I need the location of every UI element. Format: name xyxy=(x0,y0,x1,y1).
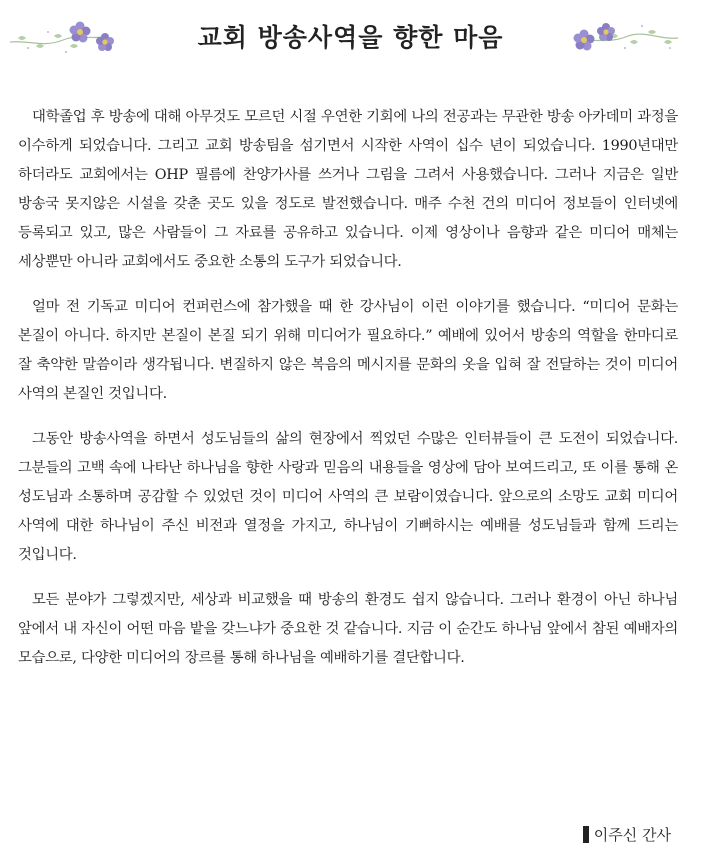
page-title: 교회 방송사역을 향한 마음 xyxy=(197,23,504,52)
paragraph: 얼마 전 기독교 미디어 컨퍼런스에 참가했을 때 한 강사님이 이런 이야기를 했습니다. “미디어 문화는 본질이 아니다. 하지만 본질이 본질 되기 위해 미디어가 필요하다.” 예배에 있어서 방송의 역할을 한마디로 잘 축약한 말씀이라 생각됩니다. 변질하지 않은 복음의 메시지를 문화의 옷을 입혀 잘 전달하는 것이 미디어 사역의 본질인 것입니다. xyxy=(18,299,678,402)
bar-marker-icon xyxy=(583,826,589,843)
paragraph: 대학졸업 후 방송에 대해 아무것도 모르던 시절 우연한 기회에 나의 전공과는 무관한 방송 아카데미 과정을 이수하게 되었습니다. 그리고 교회 방송팀을 섬기면서 시작한 사역이 십수 년이 되었습니다. 1990년대만 하더라도 교회에서는 OHP 필름에 찬양가사를 쓰거나 그림을 그려서 사용했습니다. 그러나 지금은 일반 방송국 못지않은 시설을 갖춘 곳도 있을 정도로 발전했습니다. 매주 수천 건의 미디어 정보들이 인터넷에 등록되고 있고, 많은 사람들이 그 자료를 공유하고 있습니다. 이제 영상이나 음향과 같은 미디어 매체는 세상뿐만 아니라 교회에서도 중요한 소통의 도구가 되었습니다. xyxy=(18,109,678,270)
paragraph: 그동안 방송사역을 하면서 성도님들의 삶의 현장에서 찍었던 수많은 인터뷰들이 큰 도전이 되었습니다. 그분들의 고백 속에 나타난 하나님을 향한 사랑과 믿음의 내용들을 영상에 담아 보여드리고, 또 이를 통해 온 성도님과 소통하며 공감할 수 있었던 것이 미디어 사역의 큰 보람이였습니다. 앞으로의 소망도 교회 미디어 사역에 대한 하나님이 주신 비전과 열정을 가지고, 하나님이 기뻐하시는 예배를 성도님들과 함께 드리는 것입니다. xyxy=(18,431,678,563)
page-header xyxy=(0,0,701,80)
paragraph: 모든 분야가 그렇겠지만, 세상과 비교했을 때 방송의 환경도 쉽지 않습니다. 그러나 환경이 아닌 하나님 앞에서 내 자신이 어떤 마음 밭을 갖느냐가 중요한 것 같습니다. 지금 이 순간도 하나님 앞에서 참된 예배자의 모습으로, 다양한 미디어의 장르를 통해 하나님을 예배하기를 결단합니다. xyxy=(18,592,678,666)
author-name: 이주신 간사 xyxy=(593,826,671,844)
flower-vine-icon xyxy=(570,18,680,58)
article-body xyxy=(18,103,678,689)
author-signature xyxy=(583,824,671,845)
